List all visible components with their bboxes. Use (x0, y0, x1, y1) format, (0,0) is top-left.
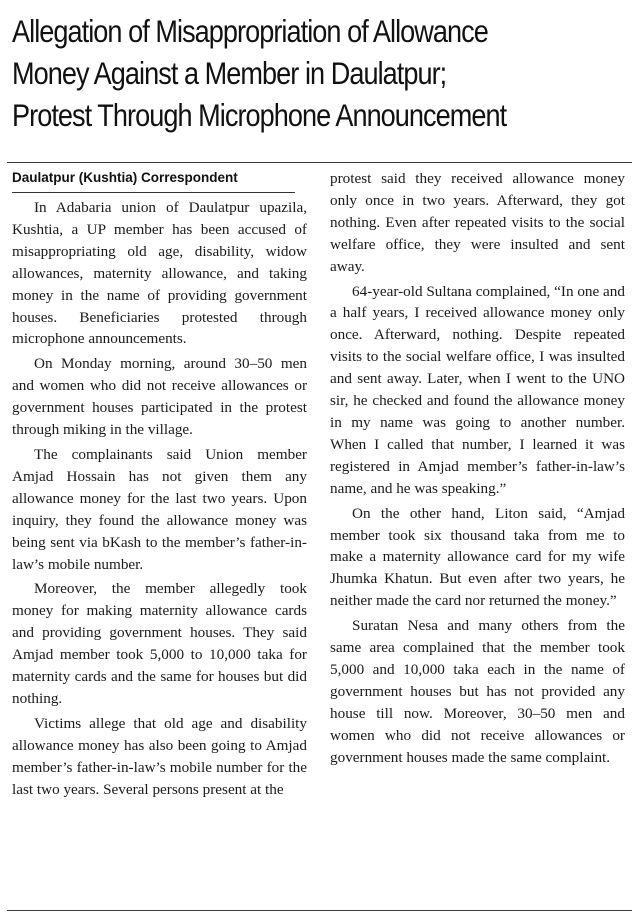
column-right (330, 168, 625, 771)
paragraph: On the other hand, Liton said, “Amjad member took six thousand taka from me to make a maternity allowance card for my wife Jhumka Khatun. But even after two years, he neither made the card nor returned the money.” (330, 504, 625, 610)
paragraph: Moreover, the member allegedly took money for making maternity allowance cards and providing government houses. They said Amjad member took 5,000 to 10,000 taka for maternity cards and the same for houses but did nothing. (12, 580, 307, 707)
headline (12, 10, 541, 136)
paragraph: The complainants said Union member Amjad Hossain has not given them any allowance money for the last two years. Upon inquiry, they found the allowance money was being sent via bKash to the member’s father-in-law’s mobile number. (12, 445, 307, 573)
headline-line-1: Allegation of Misappropriation of Allowance (12, 13, 488, 49)
paragraph: 64-year-old Sultana complained, “In one and a half years, I received allowance money only once. Afterward, nothing. Despite repeated visits to the social welfare office, I was insulted and sent away. Later, when I went to the UNO sir, he checked and found the allowance money in my name was going to another number. When I called that number, I learned it was registered in Amjad member’s father-in-law’s name, and he was speaking.” (330, 282, 625, 497)
paragraph: In Adabaria union of Daulatpur upazila, Kushtia, a UP member has been accused of misappropriating old age, disability, widow allowances, maternity allowance, and taking money in the name of providing government houses. Beneficiaries protested through microphone announcements. (12, 199, 307, 348)
top-divider (7, 162, 632, 163)
paragraph: Victims allege that old age and disability allowance money has also been going to Amjad member’s father-in-law’s mobile number for the last two years. Several persons present at the (12, 714, 307, 798)
paragraph: Suratan Nesa and many others from the same area complained that the member took 5,000 and 10,000 taka each in the name of government houses but has not provided any house till now. Moreover, 30–50 men and women who did not receive allowances or government houses made the same complaint. (330, 617, 625, 766)
headline-line-3: Protest Through Microphone Announcement (12, 97, 507, 133)
byline: Daulatpur (Kushtia) Correspondent (12, 168, 295, 193)
paragraph: On Monday morning, around 30–50 men and women who did not receive allowances or government houses participated in the protest through miking in the village. (12, 355, 307, 439)
bottom-divider (7, 910, 632, 911)
column-left (12, 168, 307, 803)
headline-line-2: Money Against a Member in Daulatpur; (12, 55, 447, 91)
paragraph-continued: protest said they received allowance money only once in two years. Afterward, they got nothing. Even after repeated visits to the social welfare office, they were insulted and sent away. (330, 170, 625, 275)
